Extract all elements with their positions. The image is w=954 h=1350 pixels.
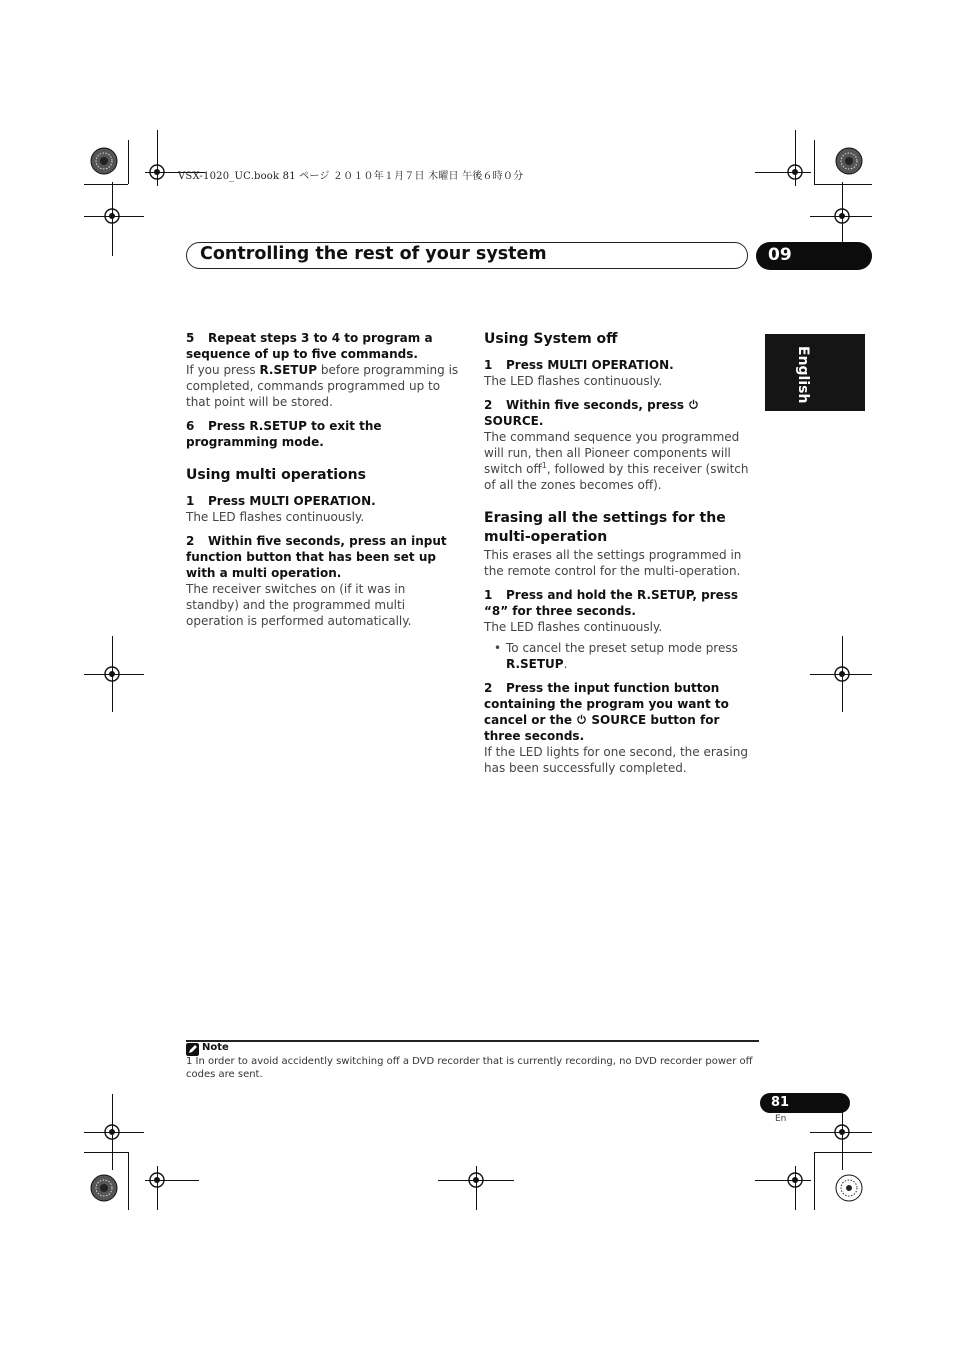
power-icon [576,714,587,725]
rosette-icon [89,1173,119,1203]
rosette-icon [89,146,119,176]
erase-step-2-body: If the LED lights for one second, the erasing has been successfully completed. [484,745,748,775]
note-label: Note [202,1042,229,1053]
left-column [186,330,462,629]
registration-mark-icon [783,160,807,184]
registration-mark-icon [145,160,169,184]
registration-mark-icon [783,1168,807,1192]
erase-step-2: 2 Press the input function button containing the program you want to cancel or the SOURCE button for three seconds. [484,681,729,743]
multi-step-1: 1 Press MULTI OPERATION. [186,494,376,508]
registration-mark-icon [464,1168,488,1192]
heading-system-off: Using System off [484,331,618,347]
multi-step-2: 2 Within five seconds, press an input function button that has been set up with a multi operation. [186,534,447,580]
sys-step-2-body: The command sequence you programmed will run, then all Pioneer components will switch off$^1$, followed by this receiver (switch of all the zones becomes off). [484,430,749,492]
book-info-line: VSX-1020_UC.book 81 ページ ２０１０年１月７日 木曜日 午後６時０分 [178,171,524,182]
sys-step-2: 2 Within five seconds, press SOURCE. [484,397,760,429]
erase-step-1-body: The LED flashes continuously. [484,620,663,634]
page-number: 81 [771,1095,790,1110]
registration-mark-icon [100,1120,124,1144]
multi-step-1-body: The LED flashes continuously. [186,510,365,524]
power-icon [688,399,699,410]
erase-intro: This erases all the settings programmed in the remote control for the multi-operation. [484,548,742,578]
registration-mark-icon [145,1168,169,1192]
chapter-number: 09 [768,245,792,265]
erase-step-1: 1 Press and hold the R.SETUP, press “8” for three seconds. [484,588,739,618]
registration-mark-icon [830,1120,854,1144]
rosette-icon [834,1173,864,1203]
step-5-body: If you press R.SETUP before programming is completed, commands programmed up to that point will be stored. [186,363,459,409]
step-5: 5 Repeat steps 3 to 4 to program a sequence of up to five commands. [186,331,433,361]
note-text: 1 In order to avoid accidently switching off a DVD recorder that is currently recording, no DVD recorder power off codes are sent. [186,1056,753,1080]
language-tab [765,334,865,411]
sys-step-1: 1 Press MULTI OPERATION. [484,358,674,372]
right-column [484,330,760,776]
rosette-icon [834,146,864,176]
registration-mark-icon [830,204,854,228]
registration-mark-icon [830,662,854,686]
multi-step-2-body: The receiver switches on (if it was in standby) and the programmed multi operation is performed automatically. [186,582,412,628]
page-title: Controlling the rest of your system [200,244,547,264]
page-language: En [775,1114,787,1124]
sys-step-1-body: The LED flashes continuously. [484,374,663,388]
registration-mark-icon [100,662,124,686]
note-divider [186,1040,759,1042]
heading-erasing: Erasing all the settings for the multi-operation [484,510,726,545]
registration-mark-icon [100,204,124,228]
heading-multi-operations: Using multi operations [186,467,366,483]
language-label: English [795,346,811,404]
erase-bullet: • To cancel the preset setup mode press R.SETUP. [484,640,760,672]
step-6: 6 Press R.SETUP to exit the programming mode. [186,419,382,449]
